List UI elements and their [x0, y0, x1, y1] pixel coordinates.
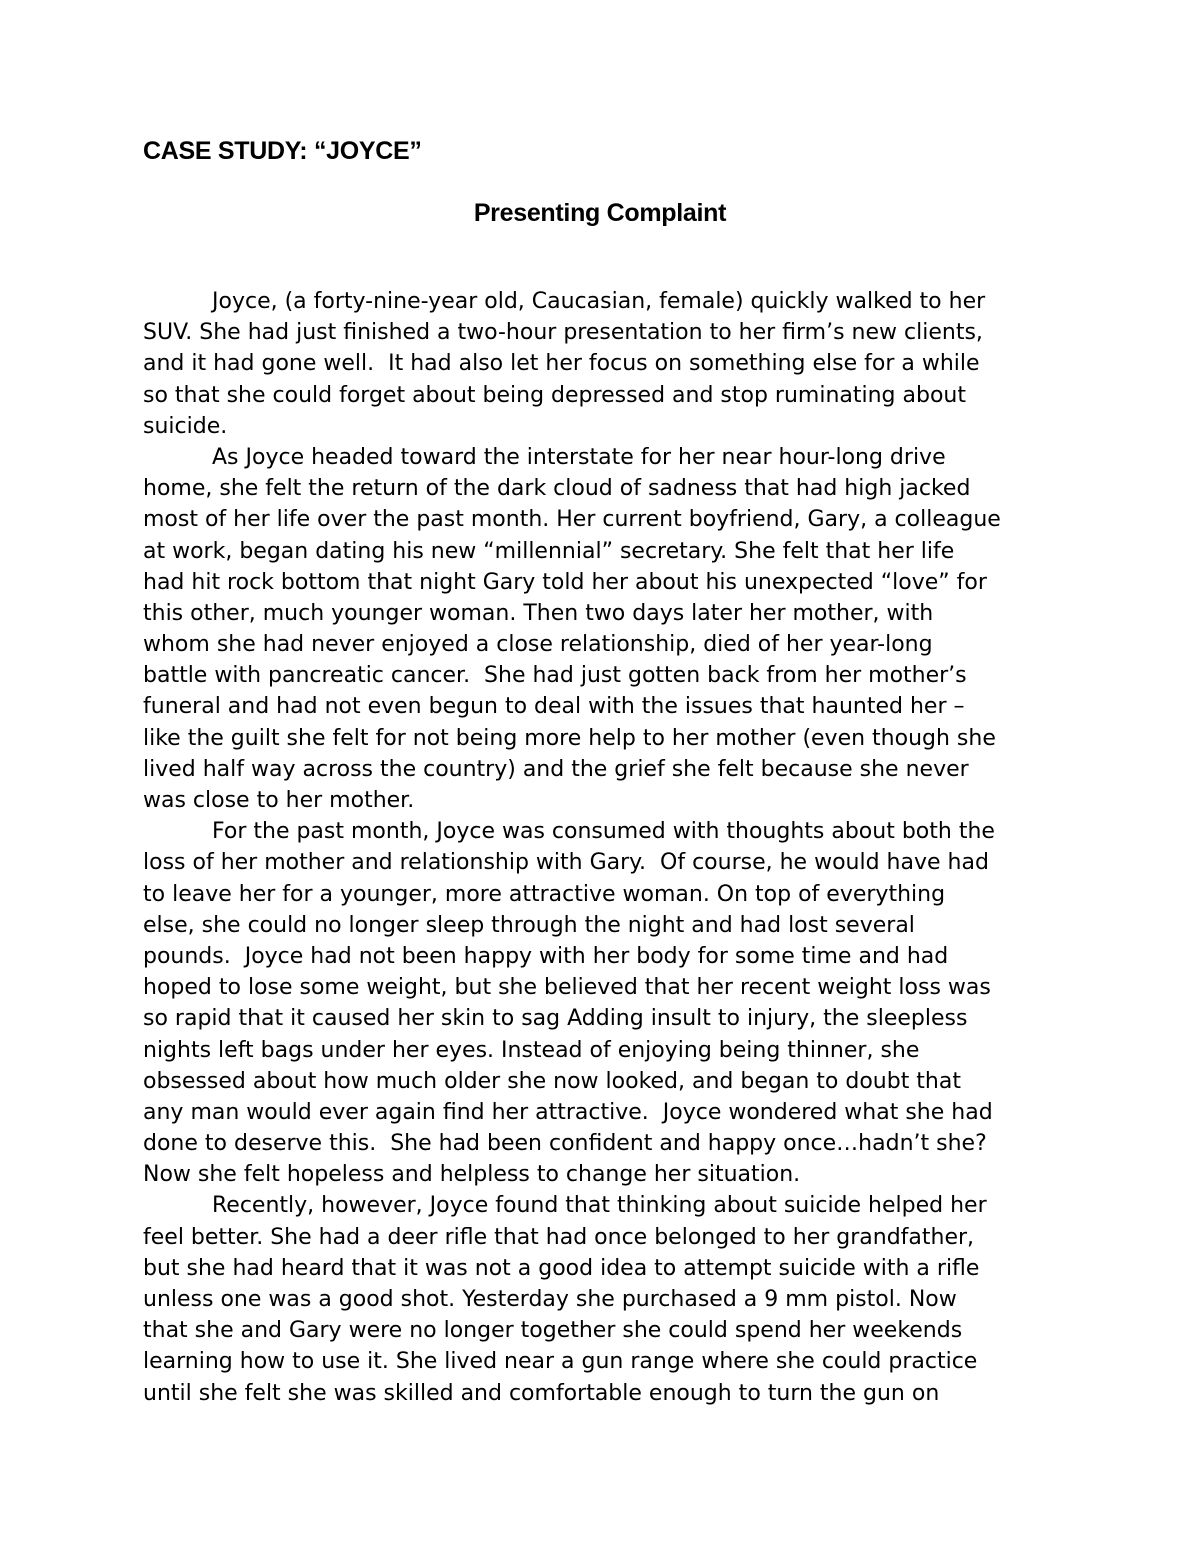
document-title: CASE STUDY: “JOYCE” — [143, 137, 422, 165]
text-line: lived half way across the country) and the grief she felt because she never — [143, 756, 969, 782]
text-line: Recently, however, Joyce found that thinking about suicide helped her — [212, 1193, 987, 1219]
text-line: battle with pancreatic cancer. She had just gotten back from her mother’s — [143, 663, 967, 689]
text-line: obsessed about how much older she now looked, and began to doubt that — [143, 1068, 961, 1094]
text-line: until she felt she was skilled and comfortable enough to turn the gun on — [143, 1380, 940, 1406]
text-line: was close to her mother. — [143, 788, 415, 813]
text-line: at work, began dating his new “millennial” secretary. She felt that her life — [143, 538, 955, 564]
text-line: feel better. She had a deer rifle that had once belonged to her grandfather, — [143, 1224, 975, 1250]
text-line: suicide. — [143, 413, 228, 439]
text-line: Now she felt hopeless and helpless to change her situation. — [143, 1162, 801, 1188]
text-line: else, she could no longer sleep through the night and had lost several — [143, 912, 915, 938]
text-line: this other, much younger woman. Then two days later her mother, with — [143, 600, 934, 626]
text-line: done to deserve this. She had been confident and happy once…hadn’t she? — [143, 1131, 987, 1157]
text-line: so rapid that it caused her skin to sag Adding insult to injury, the sleepless — [143, 1006, 968, 1032]
text-line: had hit rock bottom that night Gary told her about his unexpected “love” for — [143, 569, 987, 595]
text-line: home, she felt the return of the dark cloud of sadness that had high jacked — [143, 476, 971, 502]
text-line: Joyce, (a forty-nine-year old, Caucasian, female) quickly walked to her — [212, 289, 986, 314]
text-line: As Joyce headed toward the interstate for her near hour-long drive — [212, 444, 946, 470]
section-heading: Presenting Complaint — [473, 199, 727, 227]
text-line: funeral and had not even begun to deal with the issues that haunted her – — [143, 694, 965, 720]
text-line: nights left bags under her eyes. Instead of enjoying being thinner, she — [143, 1037, 920, 1063]
text-line: any man would ever again find her attractive. Joyce wondered what she had — [143, 1099, 993, 1125]
text-line: hoped to lose some weight, but she believed that her recent weight loss was — [143, 975, 991, 1001]
text-line: like the guilt she felt for not being more help to her mother (even though she — [143, 725, 996, 751]
text-line: pounds. Joyce had not been happy with her body for some time and had — [143, 943, 949, 969]
text-line: most of her life over the past month. Her current boyfriend, Gary, a colleague — [143, 507, 1001, 533]
text-line: For the past month, Joyce was consumed with thoughts about both the — [212, 819, 995, 845]
text-line: so that she could forget about being depressed and stop ruminating about — [143, 382, 966, 408]
text-line: that she and Gary were no longer together she could spend her weekends — [143, 1318, 963, 1344]
text-line: to leave her for a younger, more attractive woman. On top of everything — [143, 881, 946, 907]
text-line: whom she had never enjoyed a close relationship, died of her year-long — [143, 632, 933, 658]
text-line: learning how to use it. She lived near a gun range where she could practice — [143, 1349, 978, 1375]
body-text — [143, 286, 1063, 1409]
text-line: loss of her mother and relationship with Gary. Of course, he would have had — [143, 850, 989, 876]
text-line: SUV. She had just finished a two-hour presentation to her firm’s new clients, — [143, 320, 983, 346]
text-line: but she had heard that it was not a good idea to attempt suicide with a rifle — [143, 1255, 980, 1281]
text-line: unless one was a good shot. Yesterday she purchased a 9 mm pistol. Now — [143, 1287, 957, 1312]
text-line: and it had gone well. It had also let her focus on something else for a while — [143, 351, 980, 377]
